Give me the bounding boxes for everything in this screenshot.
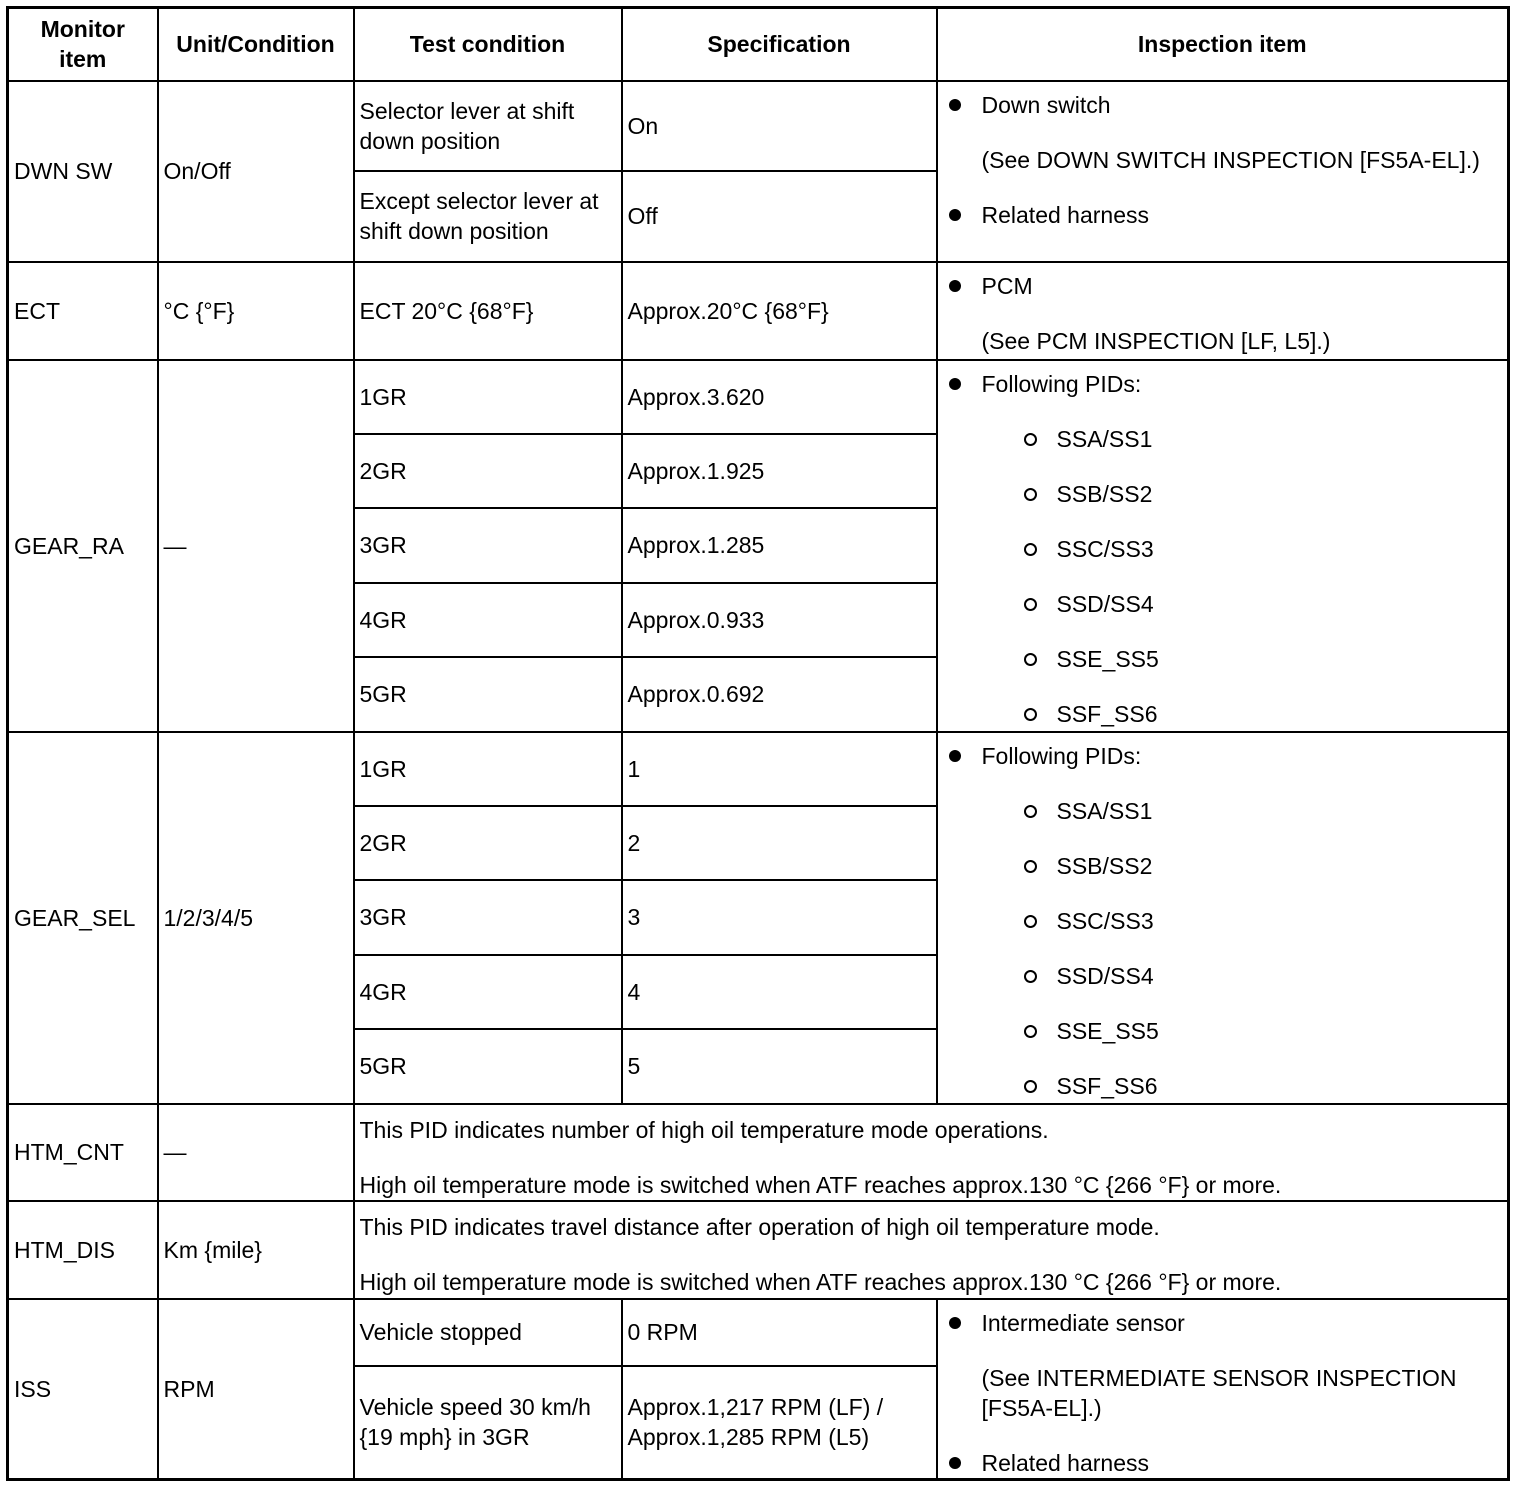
table-row [8, 732, 1509, 806]
specification: On [622, 81, 937, 171]
pid-item: SSE_SS5 [1057, 644, 1498, 674]
inspection-item [937, 1299, 1509, 1480]
specification: 1 [622, 732, 937, 806]
specification: 2 [622, 806, 937, 880]
test-condition: Vehicle speed 30 km/h {19 mph} in 3GR [354, 1366, 622, 1480]
pid-item: SSD/SS4 [1057, 589, 1498, 619]
header-unit-condition: Unit/Condition [158, 8, 354, 81]
header-row [8, 8, 1509, 81]
inspection-item [937, 81, 1509, 262]
unit-condition: — [158, 360, 354, 732]
header-inspection-item: Inspection item [937, 8, 1509, 81]
specification: Approx.20°C {68°F} [622, 262, 937, 360]
description-line: High oil temperature mode is switched when ATF reaches approx.130 °C {266 °F} or more. [359, 1268, 1282, 1295]
table-row [8, 1299, 1509, 1366]
inspection-bullet: Following PIDs: [982, 741, 1498, 771]
test-condition: 5GR [354, 657, 622, 732]
test-condition: Vehicle stopped [354, 1299, 622, 1366]
inspection-note: (See PCM INSPECTION [LF, L5].) [981, 327, 1331, 354]
inspection-note: (See DOWN SWITCH INSPECTION [FS5A-EL].) [981, 146, 1480, 173]
header-specification: Specification [622, 8, 937, 81]
pid-item: SSD/SS4 [1057, 961, 1498, 991]
pid-item: SSA/SS1 [1057, 796, 1498, 826]
test-condition: 4GR [354, 583, 622, 657]
specification: Approx.1,217 RPM (LF) / Approx.1,285 RPM (L5) [622, 1366, 937, 1480]
specification: Approx.1.925 [622, 434, 937, 508]
inspection-bullet: PCM [982, 271, 1498, 301]
test-condition: Except selector lever at shift down position [354, 171, 622, 262]
table-row [8, 262, 1509, 360]
specification: Approx.3.620 [622, 360, 937, 434]
inspection-bullet: Related harness [982, 200, 1498, 230]
pid-item: SSC/SS3 [1057, 534, 1498, 564]
header-test-condition: Test condition [354, 8, 622, 81]
unit-condition: 1/2/3/4/5 [158, 732, 354, 1104]
specification: 3 [622, 880, 937, 955]
unit-condition: RPM [158, 1299, 354, 1480]
unit-condition: On/Off [158, 81, 354, 262]
inspection-bullet: Intermediate sensor [982, 1308, 1498, 1338]
monitor-item: GEAR_RA [8, 360, 158, 732]
description-line: This PID indicates travel distance after operation of high oil temperature mode. [359, 1213, 1160, 1240]
specification: 0 RPM [622, 1299, 937, 1366]
pid-description [354, 1201, 1509, 1299]
monitor-item: ISS [8, 1299, 158, 1480]
unit-condition: Km {mile} [158, 1201, 354, 1299]
monitor-table [6, 6, 1510, 1481]
specification: Off [622, 171, 937, 262]
table-row [8, 1104, 1509, 1201]
inspection-item [937, 360, 1509, 732]
pid-item: SSF_SS6 [1057, 699, 1498, 729]
specification: Approx.0.933 [622, 583, 937, 657]
unit-condition: °C {°F} [158, 262, 354, 360]
pid-description [354, 1104, 1509, 1201]
specification: 4 [622, 955, 937, 1029]
monitor-item: DWN SW [8, 81, 158, 262]
test-condition: 4GR [354, 955, 622, 1029]
description-line: This PID indicates number of high oil temperature mode operations. [359, 1116, 1049, 1143]
monitor-item: GEAR_SEL [8, 732, 158, 1104]
monitor-item: ECT [8, 262, 158, 360]
header-monitor-item: Monitor item [8, 8, 158, 81]
pid-item: SSF_SS6 [1057, 1071, 1498, 1101]
pid-item: SSA/SS1 [1057, 424, 1498, 454]
pid-item: SSB/SS2 [1057, 851, 1498, 881]
pid-item: SSC/SS3 [1057, 906, 1498, 936]
specification: Approx.1.285 [622, 508, 937, 583]
table-row [8, 360, 1509, 434]
unit-condition: — [158, 1104, 354, 1201]
test-condition: 3GR [354, 880, 622, 955]
specification: 5 [622, 1029, 937, 1104]
inspection-note: (See INTERMEDIATE SENSOR INSPECTION [FS5A-EL].) [981, 1364, 1457, 1421]
test-condition: 2GR [354, 434, 622, 508]
monitor-item: HTM_CNT [8, 1104, 158, 1201]
test-condition: 1GR [354, 732, 622, 806]
inspection-bullet: Related harness [982, 1448, 1498, 1478]
inspection-bullet: Down switch [982, 90, 1498, 120]
test-condition: ECT 20°C {68°F} [354, 262, 622, 360]
test-condition: 3GR [354, 508, 622, 583]
inspection-item [937, 262, 1509, 360]
table-row [8, 1201, 1509, 1299]
inspection-item [937, 732, 1509, 1104]
test-condition: 5GR [354, 1029, 622, 1104]
pid-item: SSB/SS2 [1057, 479, 1498, 509]
test-condition: Selector lever at shift down position [354, 81, 622, 171]
table-row [8, 81, 1509, 171]
monitor-item: HTM_DIS [8, 1201, 158, 1299]
specification: Approx.0.692 [622, 657, 937, 732]
inspection-bullet: Following PIDs: [982, 369, 1498, 399]
description-line: High oil temperature mode is switched when ATF reaches approx.130 °C {266 °F} or more. [359, 1171, 1282, 1198]
pid-item: SSE_SS5 [1057, 1016, 1498, 1046]
test-condition: 2GR [354, 806, 622, 880]
test-condition: 1GR [354, 360, 622, 434]
